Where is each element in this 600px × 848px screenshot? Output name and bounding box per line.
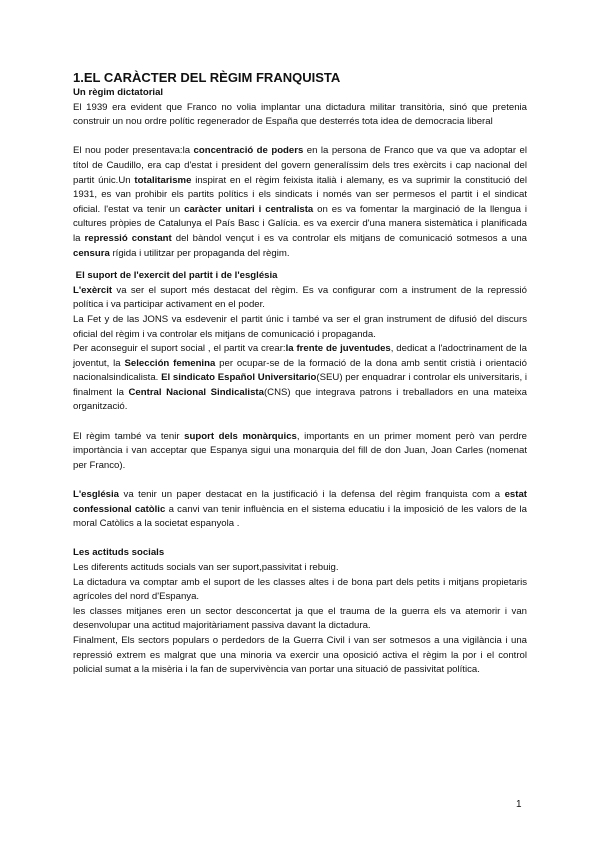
paragraph: les classes mitjanes eren un sector desconcertat ja que el trauma de la guerra els va atemorir i van desenvolupar una actitud majoritàriament passiva davant la dictadura. [73,605,527,632]
section-heading-dictatorial: Un règim dictatorial [73,87,164,98]
paragraph: L'església va tenir un paper destacat en la justificació i la defensa del règim franquista com a estat confessional catòlic a canvi van tenir influència en el sistema educatiu i la imposició de les valors de la moral Catòlics a la societat espanyola . [73,489,527,530]
paragraph: El nou poder presentava:la concentració de poders en la persona de Franco que va que va adoptar el títol de Caudillo, era cap d'estat i president del govern generalíssim dels tres exèrcits i cap nacional del partit únic.Un totalitarisme inspirat en el règim feixista italià i alemany, es va suprimir la constitució del 1931, es van prohibir els partits polítics i els sindicats i només van ser permesos el partit i el sindicat oficial. l'estat va tenir un caràcter unitari i centralista on es va fomentar la marginació de la llengua i cultures pròpies de Catalunya el País Basc i Galícia. es va exercir d'una manera sistemàtica i planificada la repressió constant del bàndol vençut i es va controlar els mitjans de comunicació sotmesos a una censura rígida i utilitzar per propaganda del règim. [73,145,527,259]
paragraph: El règim també va tenir suport dels monàrquics, importants en un primer moment però van perdre importància i van acceptar que Espanya sigui una monarquia del fill de don Juan, Joan Carles (nomenat per Franco). [73,430,528,471]
paragraph: Finalment, Els sectors populars o perdedors de la Guerra Civil i van ser sotmesos a una vigilància i una repressió extrem es malgrat que una minoria va exercir una oposició activa el règim la por i el control policial sumat a la misèria i la fan de supervivència van portar una situació de passivitat política. [73,634,527,676]
paragraph: Les diferents actituds socials van ser suport,passivitat i rebuig. [73,562,339,573]
section-heading-social: Les actituds socials [73,547,165,559]
paragraph: El 1939 era evident que Franco no volia implantar una dictadura militar transitòria, sinó que pretenia construir un nou ordre polític regenerador de España que desterrés tota idea de democracia liberal [73,101,527,128]
section-heading-support: El suport de l'exercit del partit i de l'església [73,270,278,282]
page-number: 1 [516,799,522,810]
paragraph: Per aconseguir el suport social , el partit va crear:la frente de juventudes, dedicat a l'adoctrinament de la joventut, la Selección femenina per ocupar-se de la formació de la dona amb sentit cristià i orientació nacionalsindicalista. El sindicato Español Universitario(SEU) per enquadrar i controlar els universitaris, i finalment la Central Nacional Sindicalista(CNS) que integrava patrons i treballadors en una mateixa organització. [73,343,527,413]
paragraph: La Fet y de las JONS va esdevenir el partit únic i també va ser el gran instrument de difusió del discurs oficial del règim i va controlar els mitjans de comunicació i propaganda. [73,313,527,340]
document-body [73,70,527,678]
paragraph: La dictadura va comptar amb el suport de les classes altes i de bona part dels petits i mitjans propietaris agrícoles del nord d'Espanya. [73,576,527,603]
paragraph: L'exèrcit va ser el suport més destacat del règim. Es va configurar com a instrument de la repressió política i va participar activament en el poder. [73,284,527,311]
page-title: 1.EL CARÀCTER DEL RÈGIM FRANQUISTA [73,70,341,85]
